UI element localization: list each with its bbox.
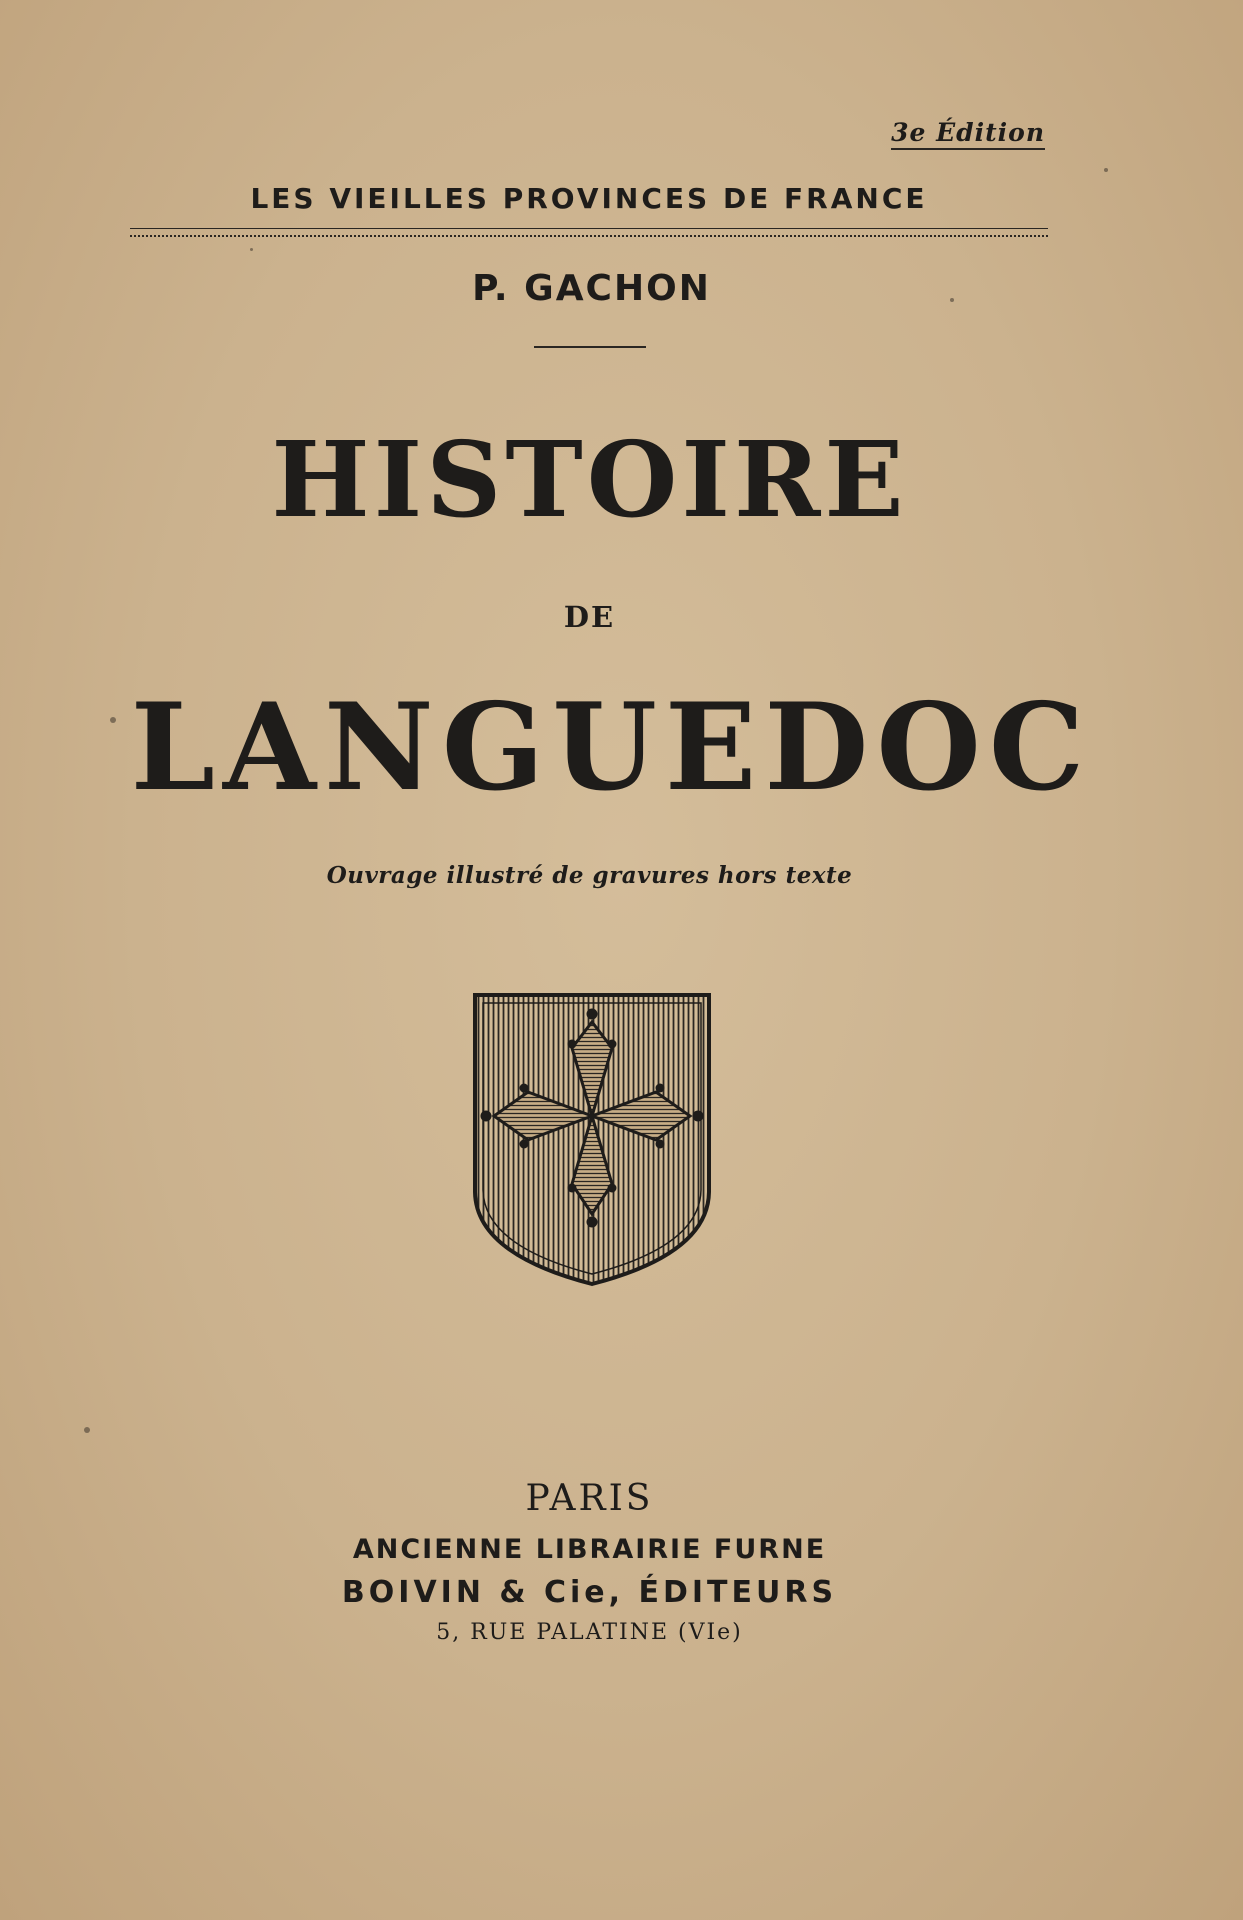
publisher-address: 5, RUE PALATINE (VIe) xyxy=(436,1620,743,1645)
publisher-line-2: BOIVIN & Cie, ÉDITEURS xyxy=(341,1575,838,1610)
paper-speck xyxy=(250,248,253,251)
edition-label: 3e Édition xyxy=(891,118,1045,150)
title-connector: DE xyxy=(563,600,616,634)
paper-speck xyxy=(1104,168,1108,172)
series-title: LES VIEILLES PROVINCES DE FRANCE xyxy=(250,182,928,215)
publisher-city: PARIS xyxy=(525,1478,654,1519)
paper-speck xyxy=(84,1427,90,1433)
cross-of-toulouse-crest-icon xyxy=(472,992,712,1288)
publisher-line-1: ANCIENNE LIBRAIRIE FURNE xyxy=(352,1534,827,1565)
title-main: HISTOIRE xyxy=(271,418,908,541)
subtitle: Ouvrage illustré de gravures hors texte xyxy=(326,862,853,889)
series-divider xyxy=(130,228,1048,237)
author-name: P. GACHON xyxy=(472,268,711,309)
title-region: LANGUEDOC xyxy=(130,677,1093,818)
author-divider xyxy=(534,346,646,348)
